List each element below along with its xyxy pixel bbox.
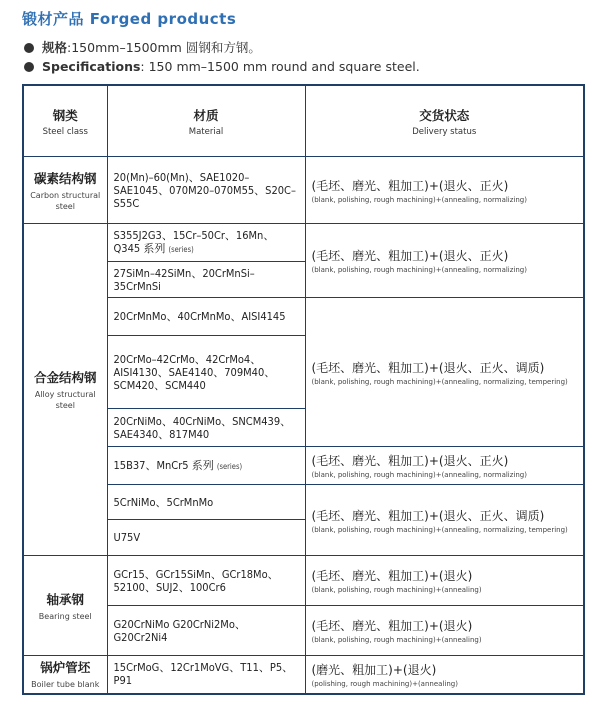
material-cell: G20CrNiMo G20CrNi2Mo、G20Cr2Ni4 [107, 606, 305, 656]
header-class [23, 85, 107, 157]
delivery-cn: (磨光、粗加工)+(退火) [311, 662, 437, 677]
material-cell [107, 447, 305, 485]
delivery-cell [305, 556, 584, 606]
table-row [23, 656, 584, 694]
material-cell: 15CrMoG、12Cr1MoVG、T11、P5、P91 [107, 656, 305, 694]
spec-cn-label: 规格 [42, 40, 68, 55]
delivery-en: (blank, polishing, rough machining)+(annealing, normalizing, tempering) [311, 377, 568, 386]
material-cell [107, 224, 305, 262]
class-carbon-cn: 碳素结构钢 [33, 170, 97, 186]
spec-en-label: Specifications [42, 59, 141, 74]
class-bearing-cn: 轴承钢 [46, 591, 84, 607]
bullet-icon [24, 62, 34, 72]
table-row [23, 224, 584, 262]
spec-cn-line [24, 38, 261, 56]
table-row [23, 485, 584, 520]
delivery-cn: (毛坯、磨光、粗加工)+(退火、正火) [311, 249, 509, 263]
header-material-en: Material [188, 126, 224, 137]
class-boiler [23, 656, 107, 694]
class-alloy-cn: 合金结构钢 [33, 370, 97, 385]
page-title: 锻材产品 Forged products [22, 10, 237, 28]
material-cell: 20CrMo–42CrMo、42CrMo4、AISI4130、SAE4140、709M40、SCM420、SCM440 [107, 336, 305, 409]
material-text: 15B37、MnCr5 系列 [113, 458, 214, 472]
bullet-icon [24, 43, 34, 53]
header-delivery-en: Delivery status [412, 126, 477, 137]
delivery-cn: (毛坯、磨光、粗加工)+(退火) [311, 569, 473, 583]
delivery-cell [305, 224, 584, 298]
material-cell: U75V [107, 520, 305, 556]
delivery-en: (blank, polishing, rough machining)+(annealing, normalizing) [311, 471, 527, 479]
table-row [23, 606, 584, 656]
class-alloy [23, 224, 107, 556]
delivery-cell [305, 606, 584, 656]
class-bearing-en: Bearing steel [38, 611, 92, 621]
header-delivery-cn: 交货状态 [419, 107, 470, 123]
header-class-en: Steel class [42, 126, 88, 137]
table-row [23, 157, 584, 224]
series-note: (series) [216, 461, 243, 471]
table-row [23, 556, 584, 606]
material-cell: 20(Mn)–60(Mn)、SAE1020–SAE1045、070M20–070M55、S20C–S55C [107, 157, 305, 224]
table-row [23, 447, 584, 485]
spec-cn-text: :150mm–1500mm 圆钢和方钢。 [67, 40, 261, 55]
delivery-en: (polishing, rough machining)+(annealing) [311, 679, 458, 688]
material-cell: 5CrNiMo、5CrMnMo [107, 485, 305, 520]
table-row [23, 298, 584, 336]
class-alloy-en: Alloy structural steel [34, 390, 96, 410]
delivery-cell [305, 485, 584, 556]
header-class-cn: 钢类 [52, 107, 78, 123]
class-bearing [23, 556, 107, 656]
delivery-en: (blank, polishing, rough machining)+(annealing, normalizing, tempering) [311, 525, 568, 534]
delivery-en: (blank, polishing, rough machining)+(annealing) [311, 636, 482, 644]
header-material-cn: 材质 [193, 107, 219, 123]
delivery-cn: (毛坯、磨光、粗加工)+(退火、正火、调质) [311, 360, 545, 375]
delivery-cell [305, 157, 584, 224]
class-carbon [23, 157, 107, 224]
delivery-cell [305, 298, 584, 447]
spec-en-text: : 150 mm–1500 mm round and square steel. [140, 59, 420, 74]
material-cell: 27SiMn–42SiMn、20CrMnSi–35CrMnSi [107, 262, 305, 298]
delivery-cn: (毛坯、磨光、粗加工)+(退火、正火) [311, 454, 509, 468]
header-delivery [305, 85, 584, 157]
delivery-en: (blank, polishing, rough machining)+(annealing, normalizing) [311, 195, 527, 204]
spec-en-line [24, 59, 420, 74]
material-cell: GCr15、GCr15SiMn、GCr18Mo、52100、SUJ2、100Cr6 [107, 556, 305, 606]
delivery-cell [305, 447, 584, 485]
class-boiler-en: Boiler tube blank [31, 680, 100, 690]
delivery-en: (blank, polishing, rough machining)+(annealing) [311, 586, 482, 594]
delivery-cn: (毛坯、磨光、粗加工)+(退火、正火、调质) [311, 508, 545, 523]
forged-products-table [22, 84, 585, 695]
delivery-cn: (毛坯、磨光、粗加工)+(退火) [311, 619, 473, 633]
delivery-cn: (毛坯、磨光、粗加工)+(退火、正火) [311, 178, 509, 193]
material-text: S355J2G3、15Cr–50Cr、16Mn、Q345 系列 [113, 229, 275, 255]
class-boiler-cn: 锅炉管坯 [40, 660, 91, 676]
table-header-row [23, 85, 584, 157]
series-note: (series) [168, 245, 194, 254]
delivery-cell [305, 656, 584, 694]
class-carbon-en: Carbon structural steel [30, 190, 101, 211]
material-cell: 20CrNiMo、40CrNiMo、SNCM439、SAE4340、817M40 [107, 409, 305, 447]
material-cell: 20CrMnMo、40CrMnMo、AISI4145 [107, 298, 305, 336]
header-material [107, 85, 305, 157]
delivery-en: (blank, polishing, rough machining)+(annealing, normalizing) [311, 266, 527, 274]
